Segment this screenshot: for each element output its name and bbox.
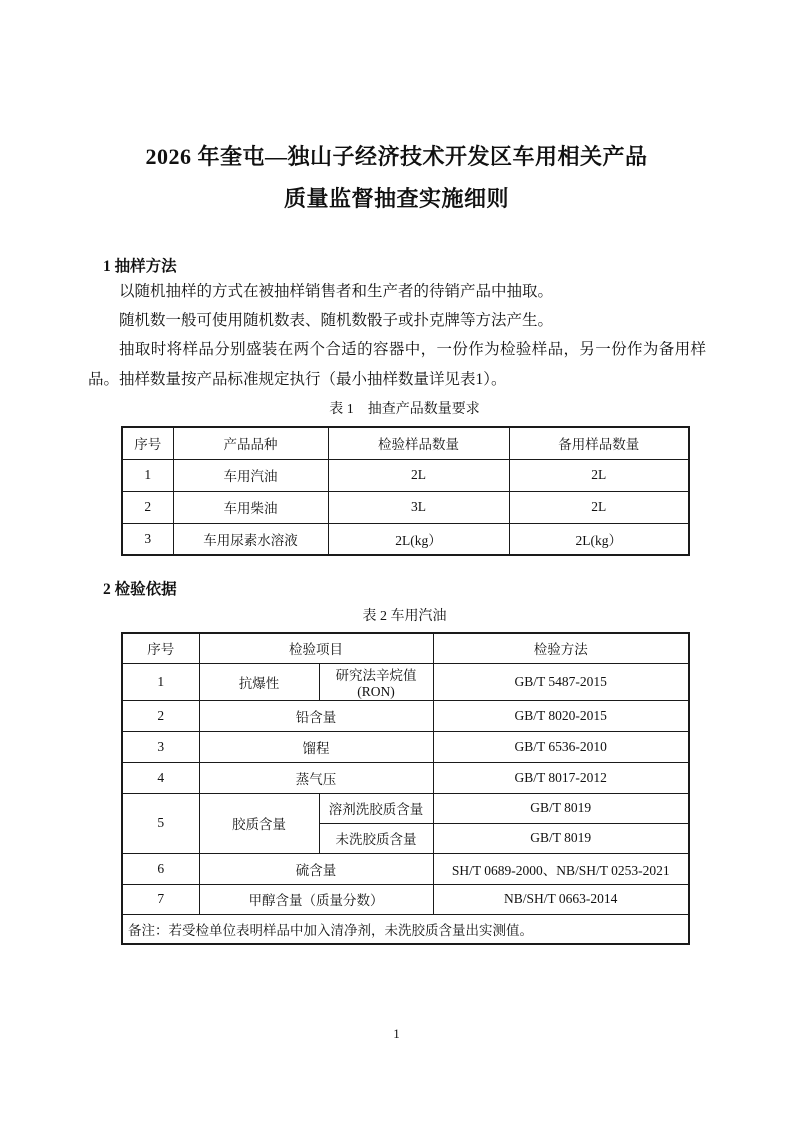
cell-method: NB/SH/T 0663-2014	[433, 884, 689, 914]
section-2-heading: 2 检验依据	[103, 581, 177, 598]
table-row	[122, 491, 689, 523]
cell-method: GB/T 8019	[433, 823, 689, 853]
cell-backup-qty: 2L	[509, 459, 689, 491]
page-number: 1	[393, 1026, 400, 1041]
cell-seq: 3	[122, 523, 173, 555]
table-header-row	[122, 427, 689, 459]
cell-backup-qty: 2L(kg）	[509, 523, 689, 555]
table-2-caption: 表 2 车用汽油	[362, 609, 447, 624]
cell-seq: 2	[122, 491, 173, 523]
cell-seq: 2	[122, 700, 199, 731]
table-row	[122, 762, 689, 793]
table-row	[122, 523, 689, 555]
table-row	[122, 731, 689, 762]
cell-backup-qty: 2L	[509, 491, 689, 523]
table-row	[122, 853, 689, 884]
cell-item-group: 胶质含量	[199, 793, 319, 853]
inspection-basis-table	[121, 632, 690, 945]
cell-item-sub: 溶剂洗胶质含量	[319, 793, 433, 823]
cell-seq: 6	[122, 853, 199, 884]
cell-method: GB/T 8019	[433, 793, 689, 823]
sample-quantity-table	[121, 426, 690, 556]
document-title	[0, 136, 793, 220]
cell-product: 车用汽油	[173, 459, 328, 491]
cell-item: 硫含量	[199, 853, 433, 884]
header-cell-item: 检验项目	[199, 633, 433, 663]
header-cell-seq: 序号	[122, 633, 199, 663]
document-title-line1: 2026 年奎屯—独山子经济技术开发区车用相关产品	[145, 144, 648, 169]
header-cell-method: 检验方法	[433, 633, 689, 663]
cell-method: SH/T 0689-2000、NB/SH/T 0253-2021	[433, 853, 689, 884]
table-row	[122, 884, 689, 914]
cell-item: 馏程	[199, 731, 433, 762]
paragraph: 以随机抽样的方式在被抽样销售者和生产者的待销产品中抽取。	[119, 283, 554, 300]
header-cell-seq: 序号	[122, 427, 173, 459]
cell-item-group: 抗爆性	[199, 663, 319, 700]
table-1-caption: 表 1 抽查产品数量要求	[329, 402, 480, 417]
table-row	[122, 700, 689, 731]
cell-method: GB/T 6536-2010	[433, 731, 689, 762]
cell-method: GB/T 8020-2015	[433, 700, 689, 731]
cell-test-qty: 3L	[328, 491, 509, 523]
table-row	[122, 663, 689, 700]
cell-test-qty: 2L(kg）	[328, 523, 509, 555]
cell-item: 甲醇含量（质量分数）	[199, 884, 433, 914]
document-title-line2: 质量监督抽查实施细则	[283, 186, 509, 211]
table-note: 备注：若受检单位表明样品中加入清净剂，未洗胶质含量出实测值。	[122, 914, 689, 944]
table-note-row	[122, 914, 689, 944]
cell-item: 蒸气压	[199, 762, 433, 793]
header-cell-backup-qty: 备用样品数量	[509, 427, 689, 459]
cell-method: GB/T 8017-2012	[433, 762, 689, 793]
table-header-row	[122, 633, 689, 663]
table-row	[122, 793, 689, 823]
cell-product: 车用尿素水溶液	[173, 523, 328, 555]
cell-seq: 3	[122, 731, 199, 762]
paragraph: 抽取时将样品分别盛装在两个合适的容器中，一份作为检验样品，另一份作为备用样品。抽样数量按产品标准规定执行（最小抽样数量详见表1）。	[88, 341, 706, 388]
cell-item: 铅含量	[199, 700, 433, 731]
cell-product: 车用柴油	[173, 491, 328, 523]
header-cell-test-qty: 检验样品数量	[328, 427, 509, 459]
cell-seq: 1	[122, 663, 199, 700]
cell-item-sub: 未洗胶质含量	[319, 823, 433, 853]
table-row	[122, 459, 689, 491]
section-1-body	[88, 277, 706, 394]
cell-method: GB/T 5487-2015	[433, 663, 689, 700]
paragraph: 随机数一般可使用随机数表、随机数骰子或扑克牌等方法产生。	[119, 312, 554, 330]
cell-item-sub: 研究法辛烷值(RON)	[319, 663, 433, 700]
cell-test-qty: 2L	[328, 459, 509, 491]
cell-seq: 1	[122, 459, 173, 491]
cell-seq: 4	[122, 762, 199, 793]
header-cell-product: 产品品种	[173, 427, 328, 459]
cell-seq: 5	[122, 793, 199, 853]
section-1-heading: 1 抽样方法	[103, 258, 177, 275]
cell-seq: 7	[122, 884, 199, 914]
